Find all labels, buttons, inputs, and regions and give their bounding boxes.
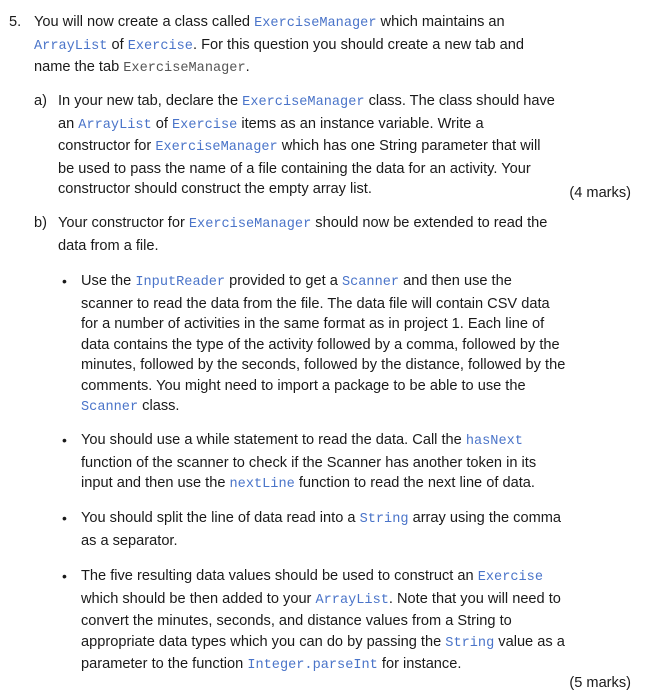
bullet-dot: • [62, 273, 67, 289]
part-b-marks: (5 marks) [569, 675, 631, 691]
part-b-text: Your constructor for ExerciseManager should now be extended to read the data from a file. [58, 215, 548, 254]
bullet-1: Use the InputReader provided to get a Scanner and then use the scanner to read the data from the file. The data file will contain CSV data for a number of activities in the same format as in project 1. Each line of data contains the type of the activity followed by a comma, followed by the minutes, followed by the seconds, followed by the distance, followed by the comments. You might need to import a package to be able to use the Scanner class. [81, 273, 566, 415]
bullet-3: You should split the line of data read into a String array using the comma as a separator. [81, 510, 562, 549]
bullet-dot: • [62, 432, 67, 448]
part-b-label: b) [34, 215, 47, 231]
bullet-4: The five resulting data values should be used to construct an Exercise which should be then added to your ArrayList. Note that you will need to convert the minutes, seconds, and distance values from a String to appropriate data types which you can do by passing the String value as a parameter to the function Integer.parseInt for instance. [81, 568, 565, 673]
part-a-marks: (4 marks) [569, 185, 631, 201]
bullet-2: You should use a while statement to read the data. Call the hasNext function of the scanner to check if the Scanner has another token in its input and then use the nextLine function to read the next line of data. [81, 432, 537, 492]
question-number: 5. [9, 14, 22, 30]
part-a-text: In your new tab, declare the ExerciseManager class. The class should have an ArrayList of Exercise items as an instance variable. Write a constructor for ExerciseManager which has one String parameter that will be used to pass the name of a file containing the data for an activity. Your constructor should construct the empty array list. [58, 93, 555, 197]
question-intro: You will now create a class called ExerciseManager which maintains an ArrayList of Exercise. For this question you should create a new tab and name the tab ExerciseManager. [34, 14, 524, 76]
bullet-dot: • [62, 568, 67, 584]
bullet-dot: • [62, 510, 67, 526]
part-a-label: a) [34, 93, 47, 109]
